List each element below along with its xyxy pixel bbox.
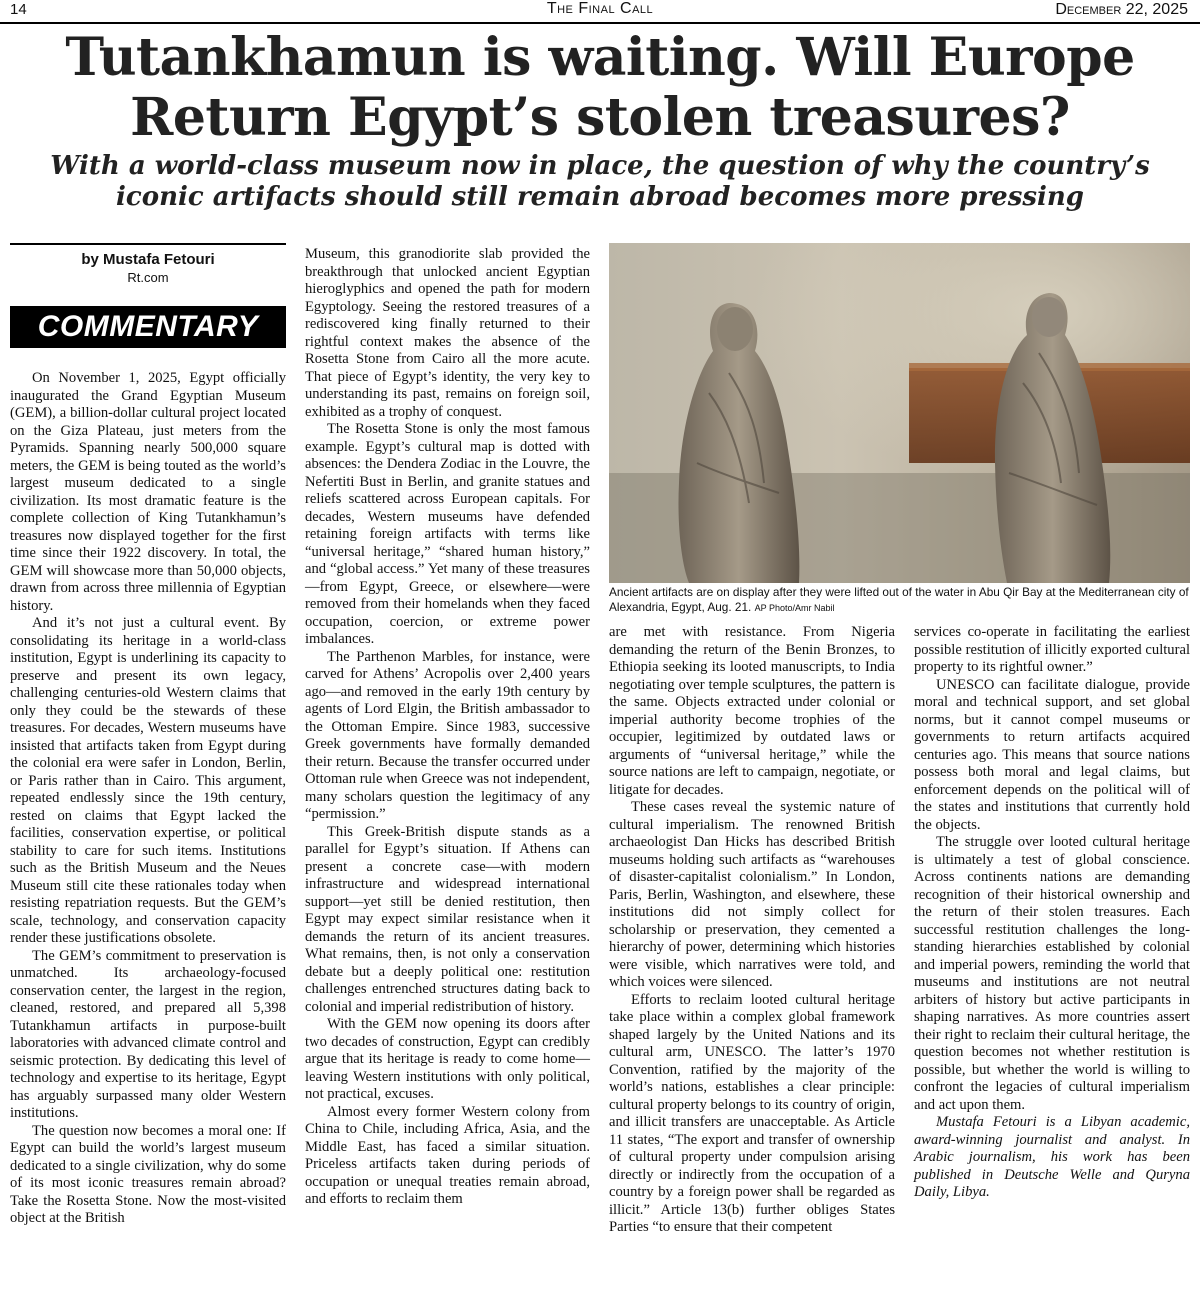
subhead-line-1: With a world-class museum now in place, the question of why the country’s — [50, 151, 1150, 181]
caption-text: Ancient artifacts are on display after they were lifted out of the water in Abu Qir Bay at the Mediterranean city of Alexandria, Egypt, Aug. 21. — [609, 585, 1189, 614]
article-column-2 — [305, 246, 590, 1209]
paragraph-continuation: services co-operate in facilitating the earliest possible restitution of illicitly exported cultural property to its rightful owner.” — [914, 624, 1190, 675]
subheadline — [0, 151, 1200, 213]
author-bio: Mustafa Fetouri is a Libyan academic, award-winning journalist and analyst. In Arabic journalism, his work has been published in Deutsche Welle and Quryna Daily, Libya. — [914, 1114, 1190, 1200]
article-column-3 — [609, 624, 895, 1237]
byline-box — [10, 243, 286, 285]
paragraph-continuation: are met with resistance. From Nigeria demanding the return of the Benin Bronzes, to Ethiopia seeking its looted manuscripts, to India negotiating over temple sculptures, the pattern is the same. Objects extracted under colonial or imperial authority become trophies of the occupier, legitimized by outdated laws or arguments of “universal heritage,” while the source nations are left to campaign, negotiate, or litigate for decades. — [609, 624, 895, 798]
article-column-4 — [914, 624, 1190, 1202]
article-photo — [609, 243, 1190, 583]
paragraph: UNESCO can facilitate dialogue, provide moral and technical support, and set global norms, but it cannot compel museums or governments to return artifacts acquired centuries ago. This means that source nations possess both moral and legal claims, but enforcement depends on the political will of the states and institutions that currently hold the objects. — [914, 676, 1190, 833]
byline-source: Rt.com — [127, 270, 169, 285]
headline-line-1: Tutankhamun is waiting. Will Europe — [65, 27, 1135, 88]
photo-credit: AP Photo/Amr Nabil — [754, 603, 835, 613]
paragraph: And it’s not just a cultural event. By consolidating its heritage in a world-class institution, Egypt is underlining its capacity to preserve and present its own legacy, challenging centuries-old Western claims that only they could be the stewards of these treasures. For decades, Western museums have insisted that artifacts taken from Egypt during the colonial era were safer in London, Berlin, or Paris rather than in Cairo. This argument, repeated endlessly since the 19th century, rested on claims that Egypt lacked the facilities, conservation expertise, or political stability to care for such items. Institutions such as the British Museum and the Neues Museum still cite these rationales today when resisting repatriation requests. But the GEM’s scale, technology, and conservation capacity render these justifications obsolete. — [10, 615, 286, 946]
paragraph: The struggle over looted cultural heritage is ultimately a test of global conscience. Across continents nations are demanding recognition of their historical ownership and the return of their stolen treasures. Each successful restitution challenges the long-standing hierarchies established by colonial and imperial powers, reminding the world that museums and institutions are not neutral arbiters of history but active participants in shaping narratives. As more countries assert their right to reclaim their cultural heritage, the question becomes not whether restitution is possible, but whether the world is willing to confront the legacies of cultural imperialism and act upon them. — [914, 834, 1190, 1113]
paragraph: On November 1, 2025, Egypt officially inaugurated the Grand Egyptian Museum (GEM), a billion-dollar cultural project located on the Giza Plateau, just meters from the Pyramids. Spanning nearly 500,000 square meters, the GEM is being touted as the world’s largest museum dedicated to a single civilization. Its most dramatic feature is the complete collection of King Tutankhamun’s treasures now displayed together for the first time since their 1922 discovery. In total, the GEM will showcase more than 50,000 objects, drawn from across three millennia of Egyptian history. — [10, 370, 286, 614]
paragraph: Almost every former Western colony from China to Chile, including Africa, Asia, and the Middle East, has faced a similar situation. Priceless artifacts taken during periods of occupation or unequal treaties remain abroad, and efforts to reclaim them — [305, 1103, 590, 1207]
section-label: COMMENTARY — [10, 306, 286, 348]
photo-caption — [609, 585, 1192, 616]
paragraph-continuation: Museum, this granodiorite slab provided the breakthrough that unlocked ancient Egyptian hieroglyphics and opened the path for modern Egyptology. Seeing the restored treasures of a rediscovered king finally returned to their rightful context makes the absence of the Rosetta Stone from Cairo all the more acute. That piece of Egypt’s identity, the very key to understanding its past, remains on foreign soil, exhibited as a trophy of conquest. — [305, 246, 590, 420]
paragraph: The GEM’s commitment to preservation is unmatched. Its archaeology-focused conservation center, the largest in the region, cleaned, restored, and prepared all 5,398 Tutankhamun artifacts in purpose-built laboratories with advanced climate control and seismic protection. By dedicating this level of technology and expertise to its heritage, Egypt has arguably surpassed many older Western institutions. — [10, 947, 286, 1121]
paper-name: The Final Call — [546, 0, 654, 17]
paragraph: Efforts to reclaim looted cultural heritage take place within a complex global framework shaped largely by the United Nations and its cultural arm, UNESCO. The latter’s 1970 Convention, ratified by the majority of the world’s nations, establishes a clear principle: cultural property belongs to its country of origin, and illicit transfers are unacceptable. As Article 11 states, “The export and transfer of ownership of cultural property under compulsion arising directly or indirectly from the occupation of a country by a foreign power shall be regarded as illicit.” Article 13(b) further obliges States Parties “to ensure that their competent — [609, 991, 895, 1235]
paragraph: With the GEM now opening its doors after two decades of construction, Egypt can credibly argue that its heritage is ready to come home—leaving Western institutions with only political, not practical, excuses. — [305, 1016, 590, 1102]
article-column-1 — [10, 370, 286, 1228]
headline-line-2: Return Egypt’s stolen treasures? — [130, 87, 1070, 148]
paragraph: The Parthenon Marbles, for instance, were carved for Athens’ Acropolis over 2,400 years ago—and removed in the early 19th century by agents of Lord Elgin, the British ambassador to the Ottoman Empire. Since 1983, successive Greek governments have formally demanded their return. Because the transfer occurred under Ottoman rule when Greece was not independent, many scholars question the legitimacy of any “permission.” — [305, 648, 590, 822]
paragraph: These cases reveal the systemic nature of cultural imperialism. The renowned British archaeologist Dan Hicks has described British museums holding such artifacts as “warehouses of disaster-capitalist colonialism.” In London, Paris, Berlin, Washington, and elsewhere, these institutions did not simply collect for scholarship or preservation, they cemented a hierarchy of power, determining which histories were visible, which narratives were told, and which voices were silenced. — [609, 799, 895, 990]
subhead-line-2: iconic artifacts should still remain abroad becomes more pressing — [116, 182, 1084, 212]
paragraph: This Greek-British dispute stands as a parallel for Egypt’s situation. If Athens can present a concrete case—with modern infrastructure and widespread international support—yet still be denied restitution, then Egypt may expect similar resistance when it demands the return of its ancient treasures. What remains, then, is not only a conservation debate but a deeply political one: restitution challenges entrenched structures dating back to colonial and imperial redistribution of history. — [305, 823, 590, 1015]
issue-date: December 22, 2025 — [1055, 1, 1188, 18]
byline: by Mustafa Fetouri — [81, 251, 215, 268]
page-number: 14 — [10, 1, 27, 18]
masthead — [0, 0, 1200, 24]
paragraph: The question now becomes a moral one: If Egypt can build the world’s largest museum dedicated to a single civilization, why do some of its most iconic treasures remain abroad? Take the Rosetta Stone. Now the most-visited object at the British — [10, 1122, 286, 1226]
paragraph: The Rosetta Stone is only the most famous example. Egypt’s cultural map is dotted with absences: the Dendera Zodiac in the Louvre, the Nefertiti Bust in Berlin, and granite statues and reliefs scattered across European capitals. For decades, Western museums have defended retaining foreign artifacts with terms like “universal heritage,” “shared human history,” and “global access.” Yet many of these treasures—from Egypt, Greece, or elsewhere—were removed from their homelands when they faced occupation, coercion, or extreme power imbalances. — [305, 421, 590, 647]
headline — [0, 28, 1200, 148]
